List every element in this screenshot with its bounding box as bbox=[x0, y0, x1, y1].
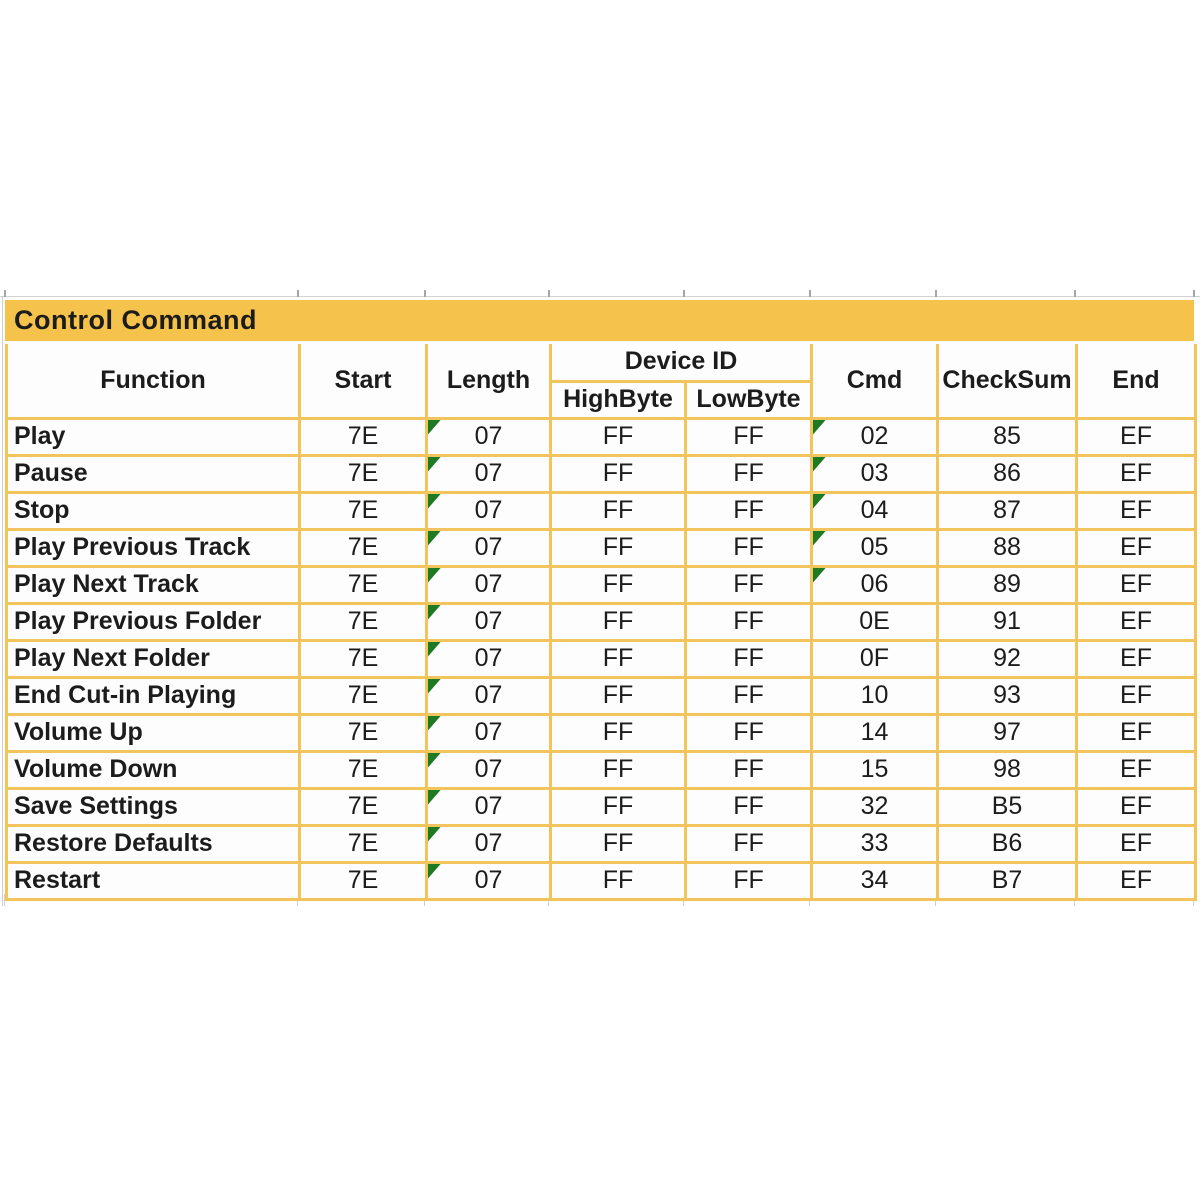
control-command-table-block bbox=[5, 300, 1194, 901]
table-row bbox=[7, 603, 1196, 640]
faint-left-gridline bbox=[2, 296, 3, 906]
highbyte-cell: FF bbox=[551, 492, 686, 529]
gridline-tick bbox=[297, 290, 299, 297]
checksum-cell: 97 bbox=[938, 714, 1077, 751]
table-row bbox=[7, 529, 1196, 566]
checksum-cell: 87 bbox=[938, 492, 1077, 529]
number-stored-as-text-indicator bbox=[428, 642, 441, 657]
start-cell: 7E bbox=[300, 788, 427, 825]
gridline-tick bbox=[683, 290, 685, 297]
highbyte-cell: FF bbox=[551, 751, 686, 788]
start-cell: 7E bbox=[300, 640, 427, 677]
lowbyte-cell: FF bbox=[686, 825, 812, 862]
start-cell: 7E bbox=[300, 418, 427, 455]
function-cell: Play bbox=[7, 418, 300, 455]
highbyte-cell: FF bbox=[551, 825, 686, 862]
lowbyte-cell: FF bbox=[686, 751, 812, 788]
header-start: Start bbox=[300, 344, 427, 418]
cmd-cell: 15 bbox=[812, 751, 938, 788]
control-command-table bbox=[5, 344, 1197, 901]
number-stored-as-text-indicator bbox=[813, 420, 826, 435]
checksum-cell: B6 bbox=[938, 825, 1077, 862]
table-header bbox=[7, 344, 1196, 418]
cmd-cell: 10 bbox=[812, 677, 938, 714]
end-cell: EF bbox=[1077, 751, 1196, 788]
number-stored-as-text-indicator bbox=[428, 605, 441, 620]
function-cell: Play Next Folder bbox=[7, 640, 300, 677]
checksum-cell: B5 bbox=[938, 788, 1077, 825]
number-stored-as-text-indicator bbox=[428, 864, 441, 879]
header-length: Length bbox=[427, 344, 551, 418]
length-cell: 07 bbox=[427, 603, 551, 640]
lowbyte-cell: FF bbox=[686, 566, 812, 603]
end-cell: EF bbox=[1077, 677, 1196, 714]
cmd-cell: 0E bbox=[812, 603, 938, 640]
cmd-cell: 14 bbox=[812, 714, 938, 751]
cmd-cell: 04 bbox=[812, 492, 938, 529]
end-cell: EF bbox=[1077, 640, 1196, 677]
start-cell: 7E bbox=[300, 862, 427, 899]
table-row bbox=[7, 418, 1196, 455]
header-low-byte: LowByte bbox=[686, 381, 812, 418]
number-stored-as-text-indicator bbox=[428, 494, 441, 509]
table-row bbox=[7, 492, 1196, 529]
number-stored-as-text-indicator bbox=[428, 753, 441, 768]
end-cell: EF bbox=[1077, 714, 1196, 751]
end-cell: EF bbox=[1077, 862, 1196, 899]
number-stored-as-text-indicator bbox=[428, 716, 441, 731]
table-row bbox=[7, 566, 1196, 603]
start-cell: 7E bbox=[300, 492, 427, 529]
start-cell: 7E bbox=[300, 455, 427, 492]
gridline-tick bbox=[809, 290, 811, 297]
lowbyte-cell: FF bbox=[686, 492, 812, 529]
length-cell: 07 bbox=[427, 788, 551, 825]
header-end: End bbox=[1077, 344, 1196, 418]
highbyte-cell: FF bbox=[551, 455, 686, 492]
table-row bbox=[7, 455, 1196, 492]
header-high-byte: HighByte bbox=[551, 381, 686, 418]
start-cell: 7E bbox=[300, 825, 427, 862]
gridline-tick bbox=[548, 290, 550, 297]
table-row bbox=[7, 640, 1196, 677]
number-stored-as-text-indicator bbox=[428, 457, 441, 472]
header-device-id: Device ID bbox=[551, 344, 812, 381]
table-row bbox=[7, 788, 1196, 825]
cmd-cell: 0F bbox=[812, 640, 938, 677]
table-row bbox=[7, 677, 1196, 714]
lowbyte-cell: FF bbox=[686, 788, 812, 825]
length-cell: 07 bbox=[427, 677, 551, 714]
length-cell: 07 bbox=[427, 714, 551, 751]
highbyte-cell: FF bbox=[551, 862, 686, 899]
function-cell: Pause bbox=[7, 455, 300, 492]
number-stored-as-text-indicator bbox=[813, 568, 826, 583]
function-cell: Restart bbox=[7, 862, 300, 899]
function-cell: Volume Down bbox=[7, 751, 300, 788]
highbyte-cell: FF bbox=[551, 640, 686, 677]
checksum-cell: B7 bbox=[938, 862, 1077, 899]
end-cell: EF bbox=[1077, 418, 1196, 455]
length-cell: 07 bbox=[427, 825, 551, 862]
highbyte-cell: FF bbox=[551, 566, 686, 603]
checksum-cell: 89 bbox=[938, 566, 1077, 603]
number-stored-as-text-indicator bbox=[428, 679, 441, 694]
start-cell: 7E bbox=[300, 603, 427, 640]
length-cell: 07 bbox=[427, 418, 551, 455]
number-stored-as-text-indicator bbox=[813, 457, 826, 472]
length-cell: 07 bbox=[427, 566, 551, 603]
checksum-cell: 93 bbox=[938, 677, 1077, 714]
table-title-bar bbox=[5, 300, 1194, 341]
checksum-cell: 98 bbox=[938, 751, 1077, 788]
gridline-tick bbox=[935, 290, 937, 297]
table-row bbox=[7, 862, 1196, 899]
number-stored-as-text-indicator bbox=[428, 790, 441, 805]
cmd-cell: 32 bbox=[812, 788, 938, 825]
gridline-tick bbox=[1193, 290, 1195, 297]
gridline-tick bbox=[1074, 290, 1076, 297]
highbyte-cell: FF bbox=[551, 714, 686, 751]
highbyte-cell: FF bbox=[551, 529, 686, 566]
end-cell: EF bbox=[1077, 529, 1196, 566]
header-checksum: CheckSum bbox=[938, 344, 1077, 418]
function-cell: Stop bbox=[7, 492, 300, 529]
start-cell: 7E bbox=[300, 714, 427, 751]
checksum-cell: 85 bbox=[938, 418, 1077, 455]
table-row bbox=[7, 825, 1196, 862]
end-cell: EF bbox=[1077, 492, 1196, 529]
function-cell: End Cut-in Playing bbox=[7, 677, 300, 714]
gridline-tick bbox=[424, 290, 426, 297]
length-cell: 07 bbox=[427, 640, 551, 677]
function-cell: Play Previous Folder bbox=[7, 603, 300, 640]
lowbyte-cell: FF bbox=[686, 640, 812, 677]
end-cell: EF bbox=[1077, 455, 1196, 492]
function-cell: Save Settings bbox=[7, 788, 300, 825]
highbyte-cell: FF bbox=[551, 677, 686, 714]
lowbyte-cell: FF bbox=[686, 529, 812, 566]
lowbyte-cell: FF bbox=[686, 455, 812, 492]
table-title: Control Command bbox=[14, 305, 257, 335]
end-cell: EF bbox=[1077, 825, 1196, 862]
lowbyte-cell: FF bbox=[686, 714, 812, 751]
table-row bbox=[7, 751, 1196, 788]
length-cell: 07 bbox=[427, 529, 551, 566]
table-row bbox=[7, 714, 1196, 751]
header-cmd: Cmd bbox=[812, 344, 938, 418]
end-cell: EF bbox=[1077, 566, 1196, 603]
cmd-cell: 05 bbox=[812, 529, 938, 566]
function-cell: Volume Up bbox=[7, 714, 300, 751]
lowbyte-cell: FF bbox=[686, 418, 812, 455]
table-body bbox=[7, 418, 1196, 899]
length-cell: 07 bbox=[427, 751, 551, 788]
cmd-cell: 34 bbox=[812, 862, 938, 899]
number-stored-as-text-indicator bbox=[428, 827, 441, 842]
cmd-cell: 06 bbox=[812, 566, 938, 603]
cmd-cell: 33 bbox=[812, 825, 938, 862]
length-cell: 07 bbox=[427, 455, 551, 492]
lowbyte-cell: FF bbox=[686, 677, 812, 714]
gridline-tick bbox=[4, 290, 6, 297]
start-cell: 7E bbox=[300, 529, 427, 566]
number-stored-as-text-indicator bbox=[428, 531, 441, 546]
lowbyte-cell: FF bbox=[686, 603, 812, 640]
length-cell: 07 bbox=[427, 492, 551, 529]
function-cell: Play Next Track bbox=[7, 566, 300, 603]
start-cell: 7E bbox=[300, 566, 427, 603]
checksum-cell: 92 bbox=[938, 640, 1077, 677]
number-stored-as-text-indicator bbox=[428, 568, 441, 583]
length-cell: 07 bbox=[427, 862, 551, 899]
cmd-cell: 02 bbox=[812, 418, 938, 455]
header-function: Function bbox=[7, 344, 300, 418]
function-cell: Restore Defaults bbox=[7, 825, 300, 862]
highbyte-cell: FF bbox=[551, 788, 686, 825]
number-stored-as-text-indicator bbox=[813, 531, 826, 546]
checksum-cell: 86 bbox=[938, 455, 1077, 492]
highbyte-cell: FF bbox=[551, 603, 686, 640]
end-cell: EF bbox=[1077, 603, 1196, 640]
start-cell: 7E bbox=[300, 677, 427, 714]
function-cell: Play Previous Track bbox=[7, 529, 300, 566]
faint-top-gridline bbox=[0, 296, 1200, 297]
start-cell: 7E bbox=[300, 751, 427, 788]
number-stored-as-text-indicator bbox=[813, 494, 826, 509]
end-cell: EF bbox=[1077, 788, 1196, 825]
checksum-cell: 88 bbox=[938, 529, 1077, 566]
checksum-cell: 91 bbox=[938, 603, 1077, 640]
number-stored-as-text-indicator bbox=[428, 420, 441, 435]
cmd-cell: 03 bbox=[812, 455, 938, 492]
lowbyte-cell: FF bbox=[686, 862, 812, 899]
highbyte-cell: FF bbox=[551, 418, 686, 455]
